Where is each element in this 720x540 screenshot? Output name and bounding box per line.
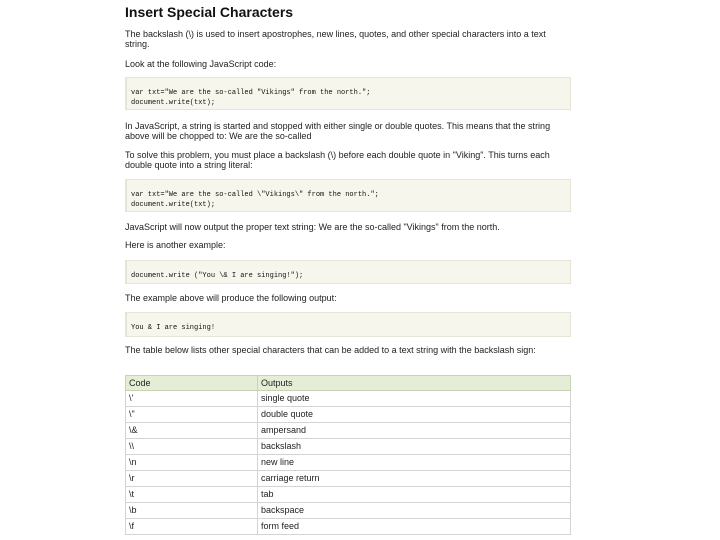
code-block-2 — [125, 179, 571, 212]
table-cell-output: single quote — [258, 391, 571, 407]
code-block-1 — [125, 77, 571, 110]
table-cell-output: tab — [258, 487, 571, 503]
table-cell-output: new line — [258, 455, 571, 471]
table-row — [126, 423, 571, 439]
code-line: document.write ("You \& I are singing!"); — [131, 272, 304, 280]
intro-paragraph: The backslash (\) is used to insert apostrophes, new lines, quotes, and other special characters into a text string. — [125, 29, 546, 49]
solve-paragraph: To solve this problem, you must place a backslash (\) before each double quote in "Viking". This turns each double quote into a string literal: — [125, 150, 550, 170]
table-cell-output: double quote — [258, 407, 571, 423]
code-line: var txt="We are the so-called "Vikings" from the north."; — [131, 89, 371, 97]
table-cell-code: \\ — [126, 439, 258, 455]
column-header-outputs: Outputs — [258, 376, 571, 391]
another-paragraph: Here is another example: — [125, 240, 226, 250]
table-cell-output: ampersand — [258, 423, 571, 439]
table-row — [126, 487, 571, 503]
table-cell-code: \f — [126, 519, 258, 535]
table-cell-code: \t — [126, 487, 258, 503]
output-paragraph: JavaScript will now output the proper text string: We are the so-called "Vikings" from the north. — [125, 222, 500, 232]
special-characters-table — [125, 375, 571, 535]
table-row — [126, 471, 571, 487]
table-row — [126, 455, 571, 471]
table-cell-code: \n — [126, 455, 258, 471]
table-cell-output: backslash — [258, 439, 571, 455]
code-line: You & I are singing! — [131, 324, 216, 332]
table-row — [126, 519, 571, 535]
table-cell-code: \' — [126, 391, 258, 407]
table-row — [126, 503, 571, 519]
table-cell-code: \b — [126, 503, 258, 519]
table-row — [126, 391, 571, 407]
output-code-block — [125, 312, 571, 337]
code-line: document.write(txt); — [131, 99, 216, 107]
table-row — [126, 439, 571, 455]
table-cell-code: \& — [126, 423, 258, 439]
table-intro-paragraph: The table below lists other special characters that can be added to a text string with the backslash sign: — [125, 345, 536, 355]
table-cell-output: form feed — [258, 519, 571, 535]
table-header-row — [126, 376, 571, 391]
table-row — [126, 407, 571, 423]
column-header-code: Code — [126, 376, 258, 391]
produce-paragraph: The example above will produce the following output: — [125, 293, 337, 303]
explain-paragraph: In JavaScript, a string is started and stopped with either single or double quotes. This means that the string above will be chopped to: We are the so-called — [125, 121, 551, 141]
table-cell-code: \" — [126, 407, 258, 423]
code-line: document.write(txt); — [131, 201, 216, 209]
table-cell-output: carriage return — [258, 471, 571, 487]
code-line: var txt="We are the so-called \"Vikings\" from the north."; — [131, 191, 379, 199]
code-block-3 — [125, 260, 571, 284]
table-cell-code: \r — [126, 471, 258, 487]
page-title: Insert Special Characters — [125, 4, 294, 20]
table-cell-output: backspace — [258, 503, 571, 519]
look-paragraph: Look at the following JavaScript code: — [125, 59, 277, 69]
